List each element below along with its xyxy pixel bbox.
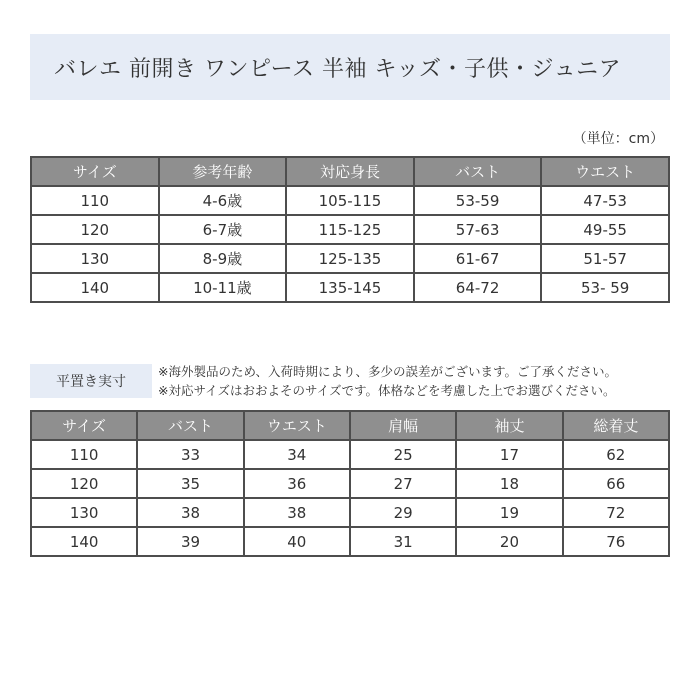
table-row	[31, 244, 669, 273]
table-row	[31, 273, 669, 302]
table-cell: 72	[563, 498, 669, 527]
table-cell: 25	[350, 440, 456, 469]
table-cell: 51-57	[541, 244, 669, 273]
notes	[158, 362, 678, 400]
page-title: バレエ 前開き ワンピース 半袖 キッズ・子供・ジュニア	[54, 56, 622, 82]
table-cell: 130	[31, 498, 137, 527]
table-cell: 120	[31, 215, 159, 244]
table-row	[31, 527, 669, 556]
table-cell: 140	[31, 273, 159, 302]
table-cell: 29	[350, 498, 456, 527]
table-cell: 110	[31, 440, 137, 469]
table-cell: 76	[563, 527, 669, 556]
note-line: ※対応サイズはおおよそのサイズです。体格などを考慮した上でお選びください。	[158, 383, 616, 398]
table-cell: 38	[244, 498, 350, 527]
header-cell: ウエスト	[244, 411, 350, 440]
header-cell: 対応身長	[286, 157, 414, 186]
table-cell: 33	[137, 440, 243, 469]
title-banner	[30, 34, 670, 100]
table-row	[31, 469, 669, 498]
table-cell: 4-6歳	[159, 186, 287, 215]
table-cell: 64-72	[414, 273, 542, 302]
header-cell: 参考年齢	[159, 157, 287, 186]
header-cell: 総着丈	[563, 411, 669, 440]
table-cell: 36	[244, 469, 350, 498]
table-row	[31, 186, 669, 215]
size-chart-table	[30, 156, 670, 303]
note-line: ※海外製品のため、入荷時期により、多少の誤差がございます。ご了承ください。	[158, 364, 617, 379]
table-cell: 120	[31, 469, 137, 498]
table-cell: 57-63	[414, 215, 542, 244]
table-cell: 27	[350, 469, 456, 498]
table-row	[31, 215, 669, 244]
header-cell: バスト	[414, 157, 542, 186]
table-cell: 61-67	[414, 244, 542, 273]
table-cell: 17	[456, 440, 562, 469]
table-cell: 20	[456, 527, 562, 556]
table-cell: 6-7歳	[159, 215, 287, 244]
table-cell: 31	[350, 527, 456, 556]
unit-note: （単位：cm）	[572, 131, 664, 147]
table-header-row	[31, 157, 669, 186]
table-cell: 35	[137, 469, 243, 498]
table-cell: 49-55	[541, 215, 669, 244]
table-cell: 47-53	[541, 186, 669, 215]
table-row	[31, 440, 669, 469]
table-cell: 19	[456, 498, 562, 527]
table-cell: 53-59	[414, 186, 542, 215]
table-cell: 110	[31, 186, 159, 215]
table-cell: 135-145	[286, 273, 414, 302]
table-cell: 66	[563, 469, 669, 498]
table-cell: 38	[137, 498, 243, 527]
table-cell: 40	[244, 527, 350, 556]
header-cell: サイズ	[31, 157, 159, 186]
header-cell: 肩幅	[350, 411, 456, 440]
measurement-table	[30, 410, 670, 557]
table-cell: 39	[137, 527, 243, 556]
header-cell: サイズ	[31, 411, 137, 440]
table-cell: 62	[563, 440, 669, 469]
table-header-row	[31, 411, 669, 440]
table-cell: 105-115	[286, 186, 414, 215]
table-cell: 125-135	[286, 244, 414, 273]
table-cell: 140	[31, 527, 137, 556]
table-cell: 18	[456, 469, 562, 498]
table-cell: 115-125	[286, 215, 414, 244]
table-cell: 130	[31, 244, 159, 273]
table-row	[31, 498, 669, 527]
header-cell: バスト	[137, 411, 243, 440]
header-cell: ウエスト	[541, 157, 669, 186]
table-cell: 34	[244, 440, 350, 469]
table-cell: 10-11歳	[159, 273, 287, 302]
table-cell: 53- 59	[541, 273, 669, 302]
flat-measurement-label: 平置き実寸	[30, 364, 152, 398]
header-cell: 袖丈	[456, 411, 562, 440]
table-cell: 8-9歳	[159, 244, 287, 273]
